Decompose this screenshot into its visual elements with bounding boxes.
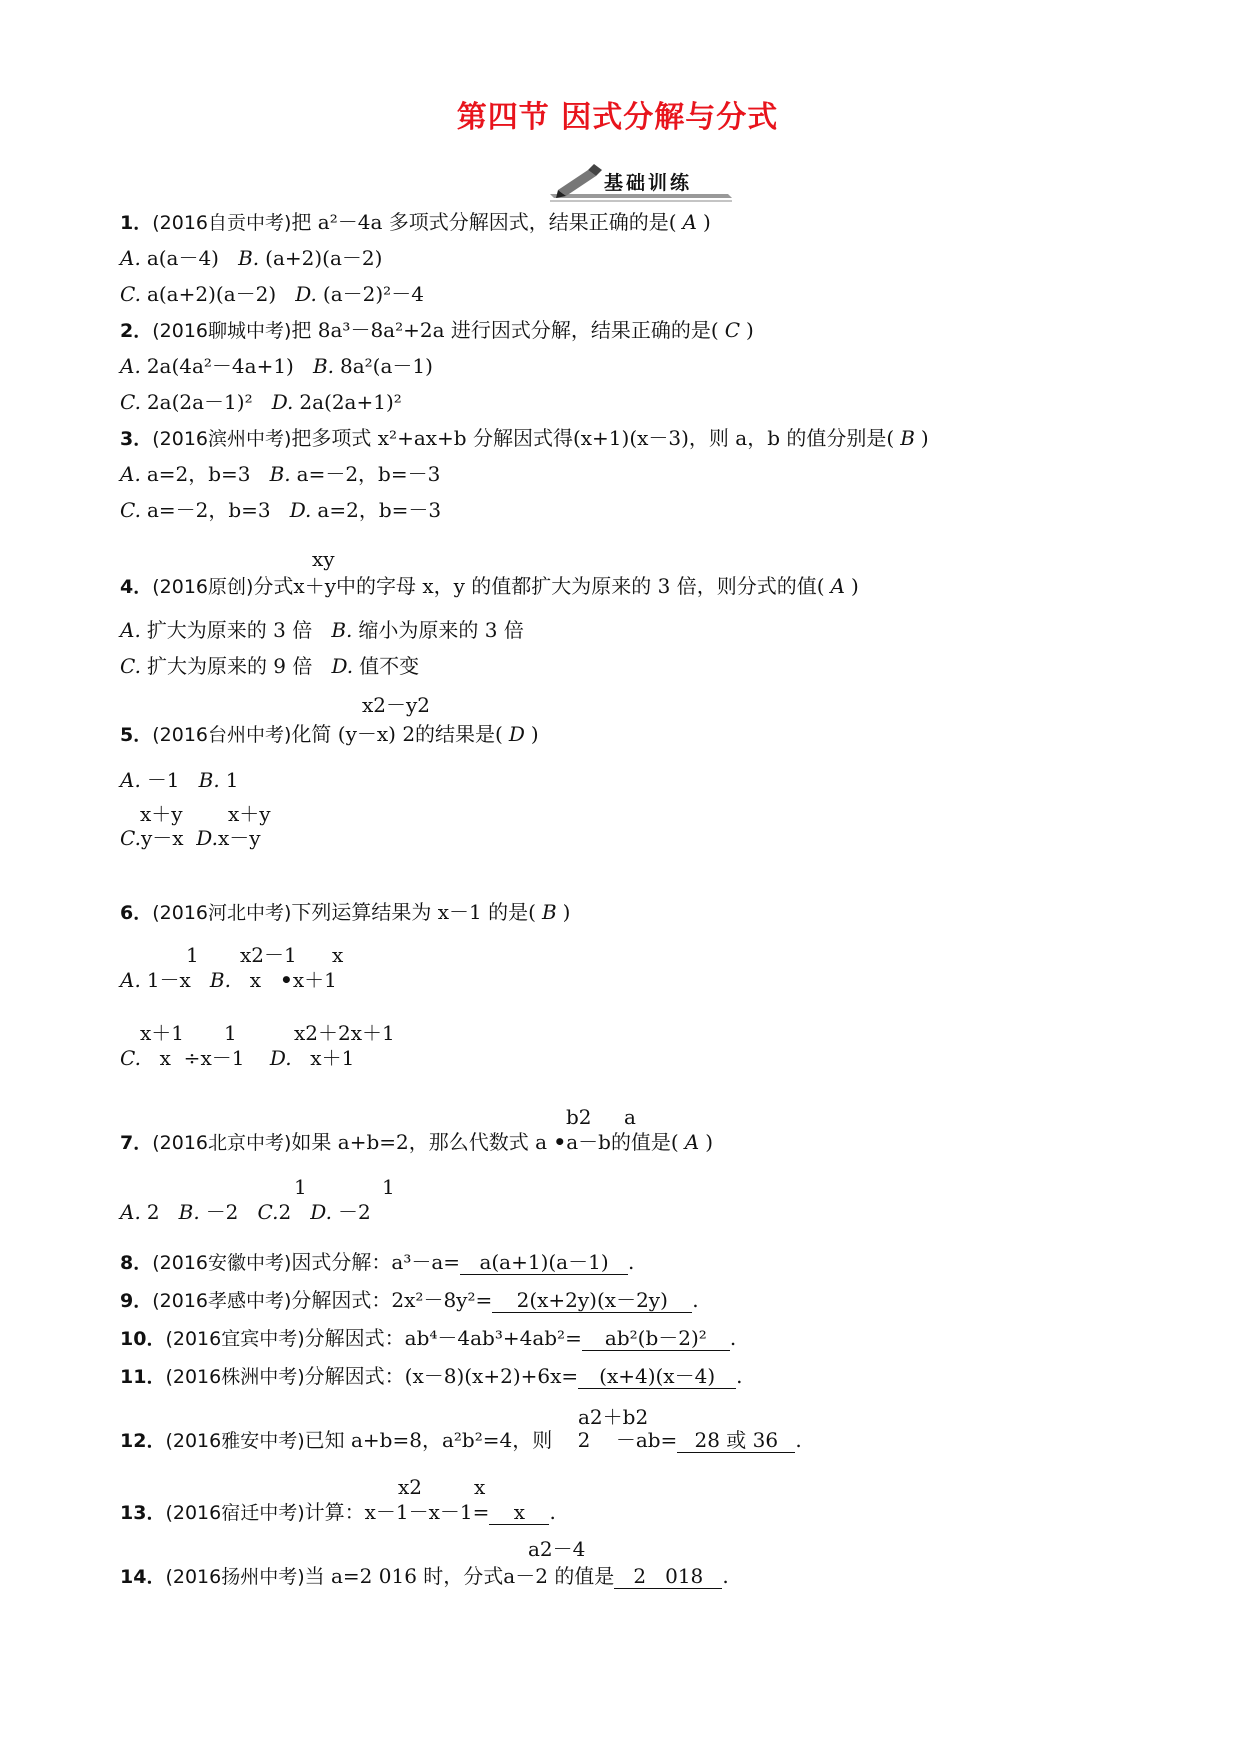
options-ab: A. a(a－4) B. (a+2)(a－2) (120, 246, 383, 270)
answer-blank: 28 或 36 (677, 1428, 795, 1453)
fraction-numerator-2: a (624, 1105, 636, 1129)
fraction-denominator: x＋y (293, 574, 336, 598)
answer-blank: 2 018 (614, 1564, 722, 1589)
fraction-denominator: a－2 (503, 1564, 548, 1588)
options-ab: A. 扩大为原来的 3 倍 B. 缩小为原来的 3 倍 (120, 618, 524, 642)
question-1: 1．(2016自贡中考)把 a²－4a 多项式分解因式，结果正确的是( A ) (120, 210, 711, 234)
question-10: 10．(2016宜宾中考)分解因式：ab⁴－4ab³+4ab²= ab²(b－2)² . (120, 1326, 737, 1350)
option-c-numerator-1: x＋1 (140, 1021, 185, 1045)
fraction-numerator-1: x2 (398, 1475, 423, 1499)
answer: A (830, 574, 845, 598)
answer: A (684, 1130, 700, 1154)
question-4: 4．(2016原创)分式x＋y中的字母 x，y 的值都扩大为原来的 3 倍，则分式的值( A ) (120, 574, 859, 598)
fraction-numerator: x2－y2 (362, 693, 431, 717)
options-ab: A. 1－x B. x •x＋1 (120, 968, 337, 992)
answer: B (541, 900, 557, 924)
fraction-numerator: xy (312, 547, 335, 571)
option-d-numerator: x2＋2x＋1 (294, 1021, 395, 1045)
question-5: 5．(2016台州中考)化简 (y－x) 2的结果是( D ) (120, 722, 539, 746)
option-d-numerator: x＋y (228, 802, 271, 826)
answer-blank: ab²(b－2)² (582, 1326, 730, 1351)
options-cd: C. a(a+2)(a－2) D. (a－2)²－4 (120, 282, 424, 306)
options-abcd: A. 2 B. －2 C.2 D. －2 (120, 1200, 371, 1224)
answer-blank: 2(x+2y)(x－2y) (492, 1288, 692, 1313)
question-13: 13．(2016宿迁中考)计算：x－1－x－1= x . (120, 1500, 556, 1524)
question-7: 7．(2016北京中考)如果 a+b=2，那么代数式 a •a－b的值是( A ) (120, 1130, 714, 1154)
option-a-numerator: 1 (186, 943, 199, 967)
fraction-numerator: a2＋b2 (578, 1405, 649, 1429)
options-ab: A. －1 B. 1 (120, 768, 239, 792)
question-14: 14．(2016扬州中考)当 a=2 016 时，分式a－2 的值是 2 018 . (120, 1564, 729, 1588)
answer-blank: a(a+1)(a－1) (460, 1250, 628, 1275)
options-cd: C. a=－2，b=3 D. a=2，b=－3 (120, 498, 442, 522)
fraction-numerator-1: b2 (566, 1105, 592, 1129)
fraction-denominator: (y－x) 2 (337, 722, 416, 746)
question-3: 3．(2016滨州中考)把多项式 x²+ax+b 分解因式得(x+1)(x－3)，则 a，b 的值分别是( B ) (120, 426, 929, 450)
options-ab: A. a=2，b=3 B. a=－2，b=－3 (120, 462, 441, 486)
answer: B (900, 426, 915, 450)
options-cd: C. 扩大为原来的 9 倍 D. 值不变 (120, 654, 420, 678)
fraction-numerator: a2－4 (528, 1537, 586, 1561)
option-b-numerator-1: x2－1 (240, 943, 297, 967)
option-b-numerator-2: x (332, 943, 344, 967)
option-d-numerator: 1 (382, 1175, 395, 1199)
question-11: 11．(2016株洲中考)分解因式：(x－8)(x+2)+6x= (x+4)(x－4) . (120, 1364, 743, 1388)
option-c-numerator: 1 (294, 1175, 307, 1199)
question-9: 9．(2016孝感中考)分解因式：2x²－8y²= 2(x+2y)(x－2y) . (120, 1288, 699, 1312)
fraction-denominator: 2 (577, 1428, 591, 1452)
question-2: 2．(2016聊城中考)把 8a³－8a²+2a 进行因式分解，结果正确的是( C ) (120, 318, 754, 342)
answer: D (508, 722, 525, 746)
answer: C (724, 318, 740, 342)
options-cd: C. 2a(2a－1)² D. 2a(2a+1)² (120, 390, 402, 414)
options-ab: A. 2a(4a²－4a+1) B. 8a²(a－1) (120, 354, 433, 378)
question-6: 6．(2016河北中考)下列运算结果为 x－1 的是( B ) (120, 900, 571, 924)
answer-blank: x (489, 1500, 549, 1525)
answer: A (682, 210, 697, 234)
section-banner (548, 160, 738, 210)
options-cd: C.y－x D.x－y (120, 826, 261, 850)
question-12: 12．(2016雅安中考)已知 a+b=8，a²b²=4，则 2 －ab= 28 或 36 . (120, 1428, 802, 1452)
question-8: 8．(2016安徽中考)因式分解：a³－a= a(a+1)(a－1) . (120, 1250, 635, 1274)
page-title: 第四节 因式分解与分式 (456, 100, 779, 135)
options-cd: C. x ÷x－1 D. x＋1 (120, 1046, 355, 1070)
option-c-numerator-2: 1 (224, 1021, 237, 1045)
option-c-numerator: x＋y (140, 802, 183, 826)
answer-blank: (x+4)(x－4) (578, 1364, 736, 1389)
fraction-numerator-2: x (474, 1475, 486, 1499)
banner-label: 基础训练 (604, 172, 693, 194)
